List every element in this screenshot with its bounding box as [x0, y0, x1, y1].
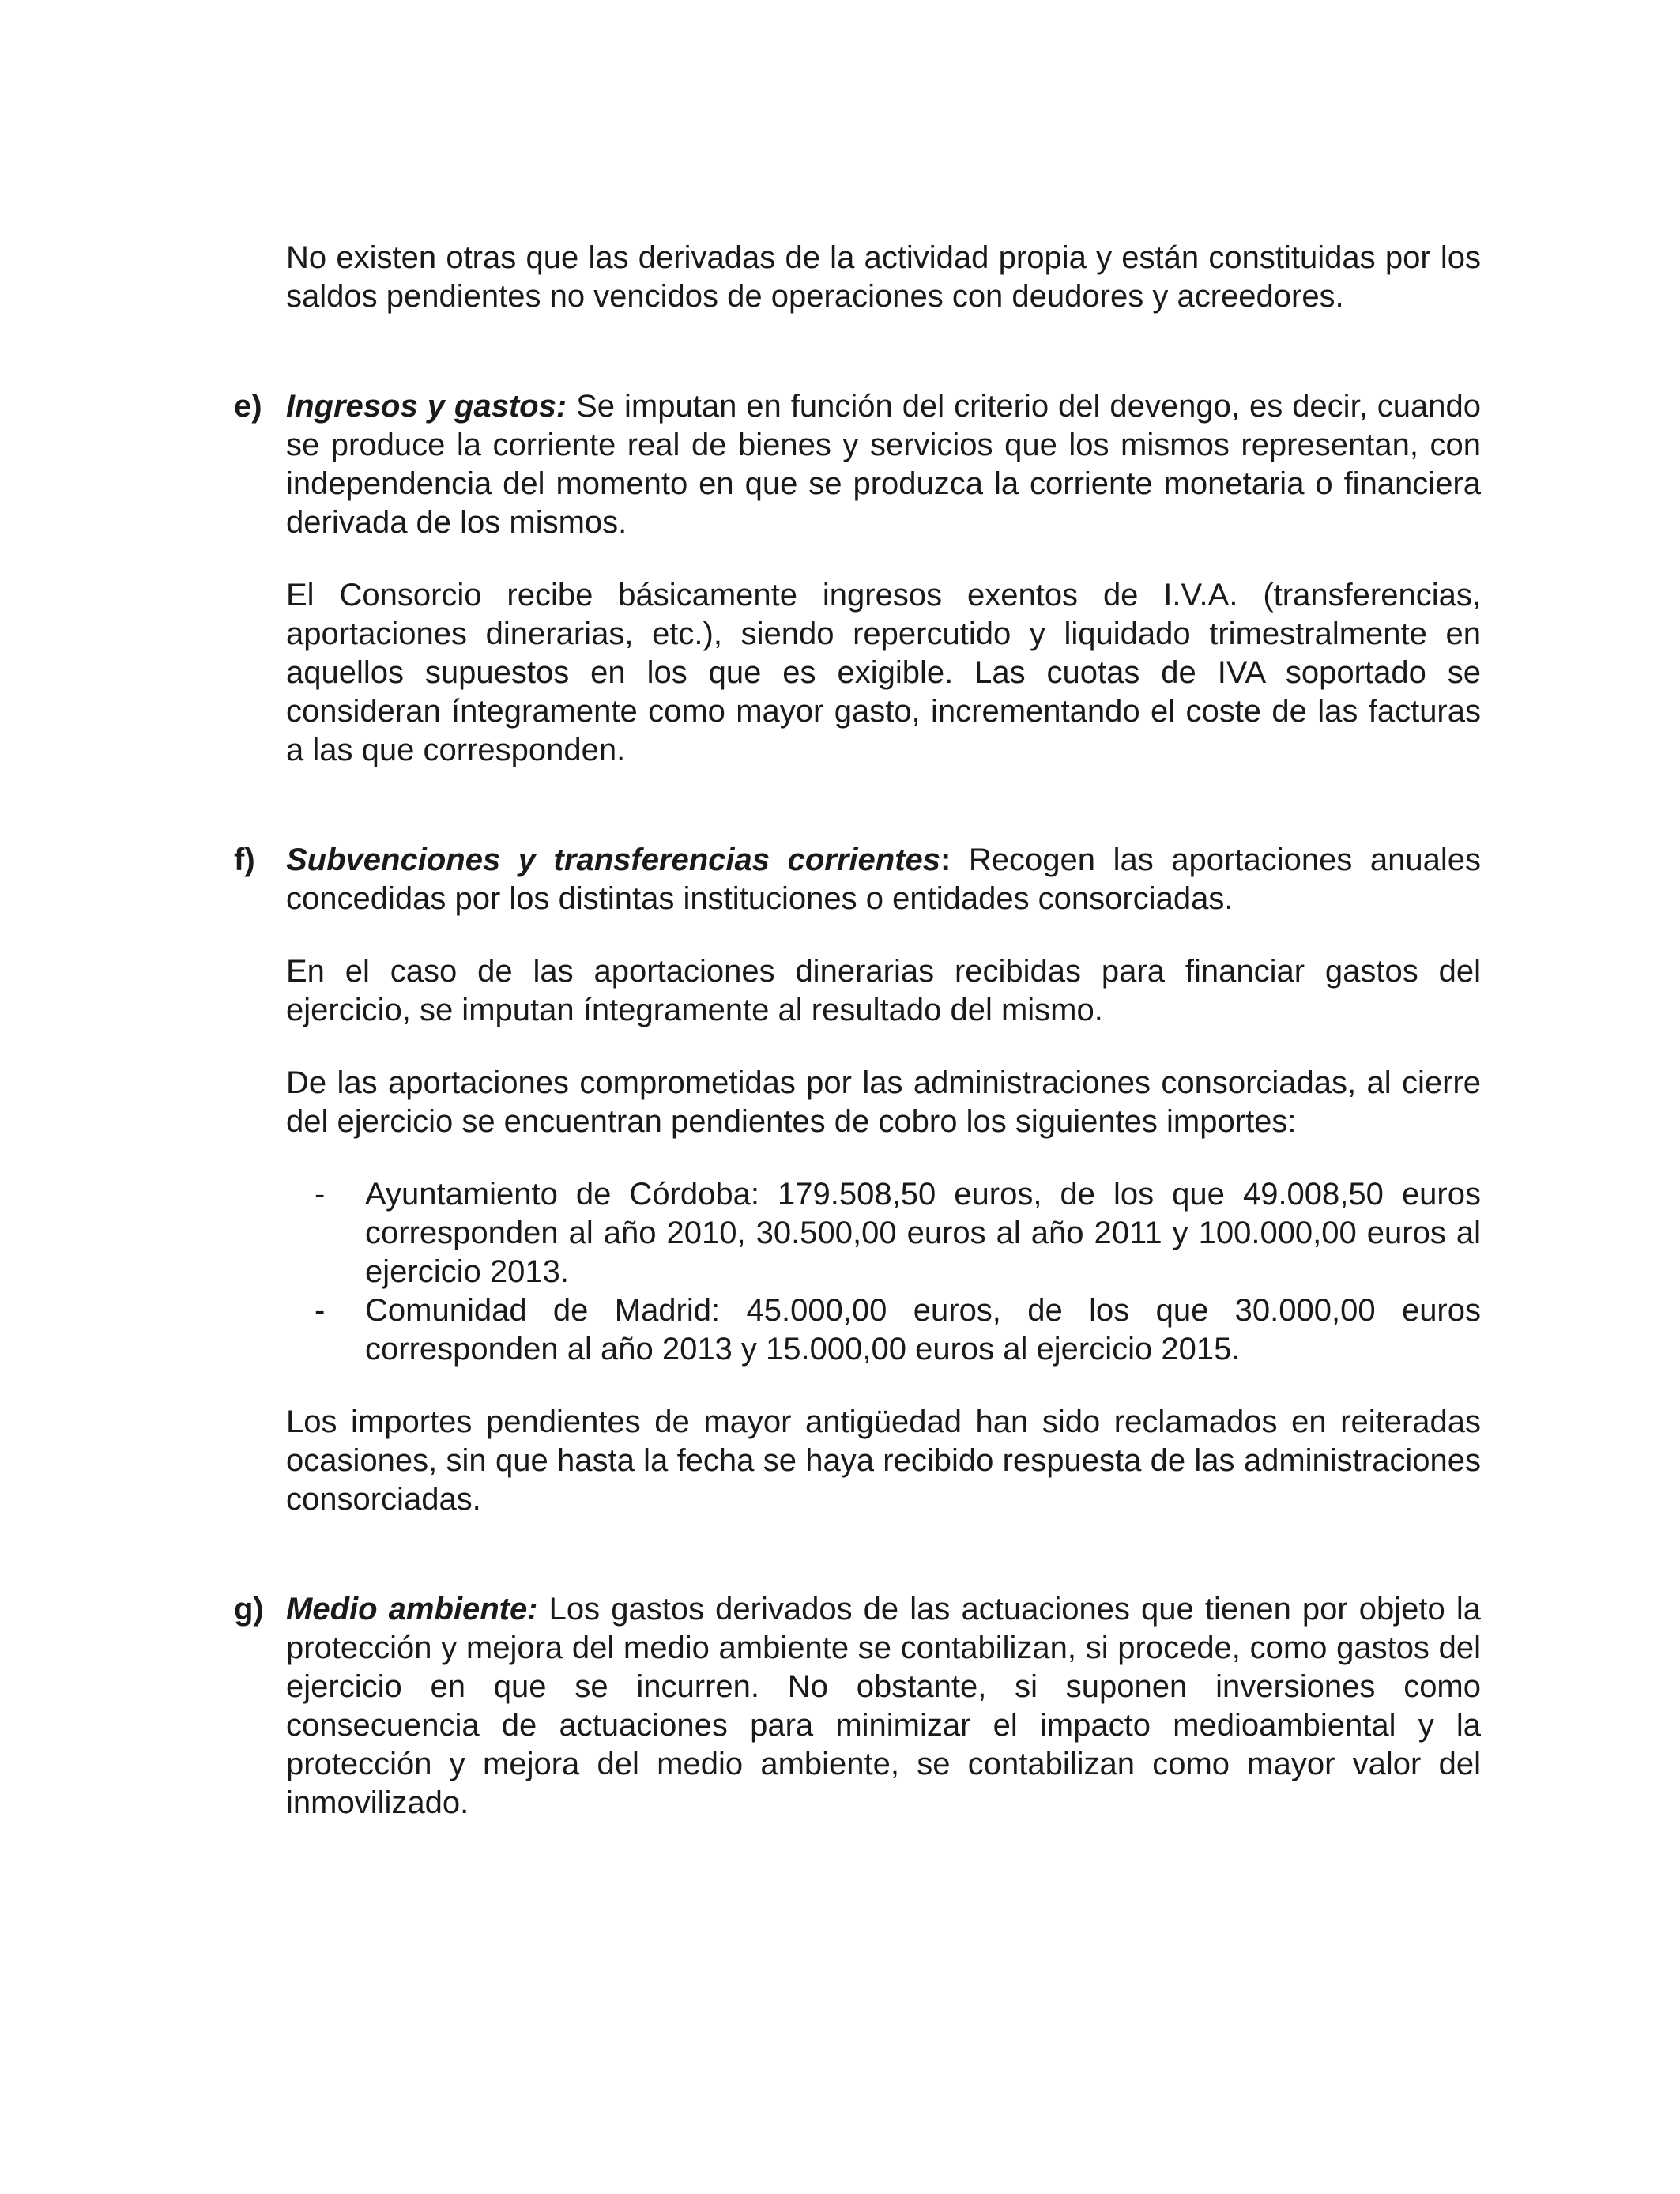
section-e-paragraph-2: El Consorcio recibe básicamente ingresos exentos de I.V.A. (transferencias, aportaciones dinerarias, etc.), siendo repercutido y liquidado trimestralmente en aquellos supuestos en los que es exigible. Las cuotas de IVA soportado se consideran íntegramente como mayor gasto, incrementando el coste de las facturas a las que corresponden. [286, 578, 1481, 767]
list-dash: - [315, 1177, 326, 1212]
section-e-term: Ingresos y gastos: [286, 389, 567, 424]
document-body [234, 239, 1481, 1823]
section-f-text: Recogen las aportaciones anuales concedidas por los distintas instituciones o entidades consorciadas. [286, 843, 1481, 916]
intro-paragraph: No existen otras que las derivadas de la actividad propia y están constituidas por los saldos pendientes no vencidos de operaciones con deudores y acreedores. [286, 240, 1481, 314]
section-f-paragraph-2: En el caso de las aportaciones dinerarias recibidas para financiar gastos del ejercicio, se imputan íntegramente al resultado del mismo. [286, 954, 1481, 1027]
section-f-paragraph-4: Los importes pendientes de mayor antigüedad han sido reclamados en reiteradas ocasiones, sin que hasta la fecha se haya recibido respuesta de las administraciones consorciadas. [286, 1404, 1481, 1517]
section-e-text: Se imputan en función del criterio del devengo, es decir, cuando se produce la corriente real de bienes y servicios que los mismos representan, con independencia del momento en que se produzca la corriente monetaria o financiera derivada de los mismos. [286, 389, 1481, 540]
section-f-paragraph-1 [286, 841, 1481, 918]
section-f-colon: : [940, 843, 951, 877]
list-item [286, 1175, 1481, 1291]
section-g-text: Los gastos derivados de las actuaciones que tienen por objeto la protección y mejora del medio ambiente se contabilizan, si procede, como gastos del ejercicio en que se incurren. No obstante, si suponen inversiones como consecuencia de actuaciones para minimizar el impacto medioambiental y la protección y mejora del medio ambiente, se contabilizan como mayor valor del inmovilizado. [286, 1592, 1481, 1820]
section-g-paragraph-1 [286, 1590, 1481, 1823]
section-e-paragraph-1 [286, 387, 1481, 542]
section-f [234, 841, 1481, 1519]
section-e-letter: e) [234, 389, 262, 424]
section-f-term: Subvenciones y transferencias corrientes [286, 843, 941, 877]
section-e [234, 387, 1481, 770]
pending-amounts-list [286, 1175, 1481, 1369]
list-item-text: Ayuntamiento de Córdoba: 179.508,50 euros, de los que 49.008,50 euros corresponden al año 2010, 30.500,00 euros al año 2011 y 100.000,00 euros al ejercicio 2013. [365, 1177, 1481, 1289]
list-item-text: Comunidad de Madrid: 45.000,00 euros, de los que 30.000,00 euros corresponden al año 2013 y 15.000,00 euros al ejercicio 2015. [365, 1293, 1481, 1367]
list-dash: - [315, 1293, 326, 1328]
list-item [286, 1291, 1481, 1369]
section-f-paragraph-3: De las aportaciones comprometidas por las administraciones consorciadas, al cierre del ejercicio se encuentran pendientes de cobro los siguientes importes: [286, 1065, 1481, 1139]
section-g-term: Medio ambiente: [286, 1592, 538, 1627]
section-g [234, 1590, 1481, 1823]
section-f-letter: f) [234, 843, 255, 877]
section-g-letter: g) [234, 1592, 264, 1627]
